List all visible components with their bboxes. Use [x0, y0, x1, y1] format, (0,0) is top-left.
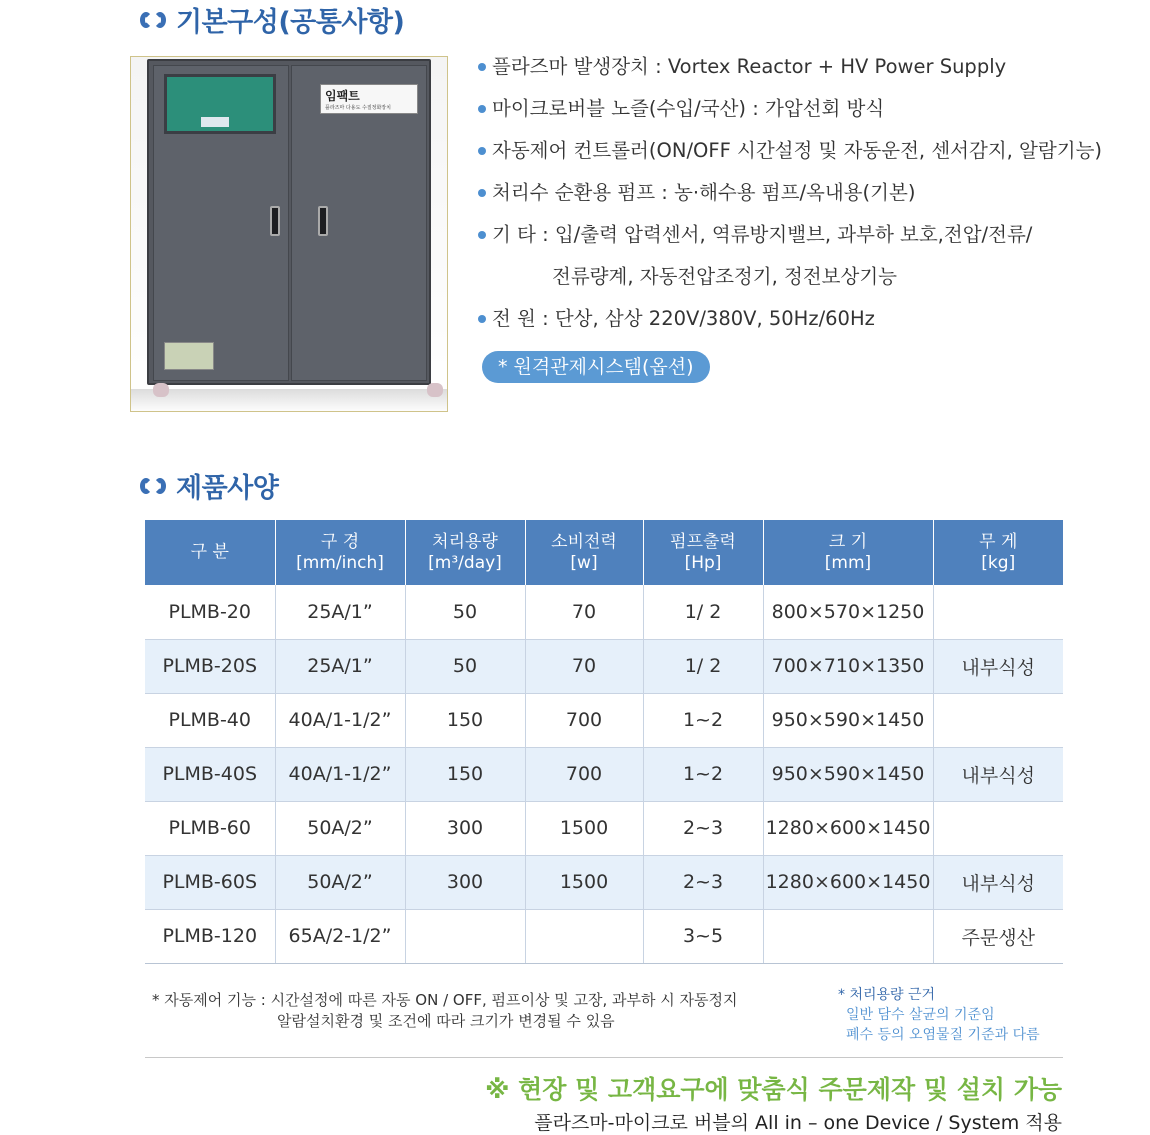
cell-power: 70	[525, 585, 643, 639]
cell-capacity: 300	[405, 801, 525, 855]
cell-pump: 2~3	[643, 801, 763, 855]
cell-weight	[933, 693, 1063, 747]
spec-item-continued: 전류량계, 자동전압조정기, 정전보상기능	[552, 265, 898, 288]
cell-pump: 1/ 2	[643, 639, 763, 693]
caster-icon	[427, 383, 443, 397]
footnote-capacity-basis	[838, 985, 1040, 1045]
cell-bore: 65A/2-1/2”	[275, 909, 405, 963]
cell-bore: 50A/2”	[275, 855, 405, 909]
cell-model: PLMB-60	[145, 801, 275, 855]
table-row	[145, 585, 1063, 639]
cabinet-left-door	[153, 65, 289, 381]
cell-model: PLMB-20S	[145, 639, 275, 693]
cell-size: 1280×600×1450	[763, 801, 933, 855]
cell-pump: 3~5	[643, 909, 763, 963]
header-power: 소비전력 [w]	[525, 520, 643, 585]
cabinet-window	[164, 74, 276, 134]
caster-icon	[153, 383, 169, 397]
product-photo	[130, 56, 448, 412]
cell-size: 950×590×1450	[763, 747, 933, 801]
footnote-line: 일반 담수 살균의 기준임	[846, 1007, 995, 1023]
cell-pump: 1~2	[643, 747, 763, 801]
table-row	[145, 909, 1063, 963]
cell-weight	[933, 585, 1063, 639]
table-row	[145, 693, 1063, 747]
footnote-heading: * 처리용량 근거	[838, 987, 936, 1003]
cell-model: PLMB-60S	[145, 855, 275, 909]
product-tagline: 플라즈마-마이크로 버블의 All in – one Device / System 적용	[534, 1112, 1062, 1134]
cell-pump: 1~2	[643, 693, 763, 747]
section-bullet-icon	[140, 478, 166, 494]
cell-model: PLMB-40S	[145, 747, 275, 801]
cell-size	[763, 909, 933, 963]
spec-item: 기 타 : 입/출력 압력센서, 역류방지밸브, 과부하 보호,전압/전류/	[478, 220, 1098, 262]
footnote-auto-control	[152, 990, 737, 1032]
cell-capacity	[405, 909, 525, 963]
cell-weight: 내부식성	[933, 639, 1063, 693]
table-row	[145, 801, 1063, 855]
cell-pump: 1/ 2	[643, 585, 763, 639]
cell-power: 1500	[525, 855, 643, 909]
cell-bore: 40A/1-1/2”	[275, 693, 405, 747]
cabinet-image	[147, 59, 431, 385]
cell-capacity: 50	[405, 639, 525, 693]
cell-power	[525, 909, 643, 963]
footnote-line: 알람설치환경 및 조건에 따라 크기가 변경될 수 있음	[277, 1012, 615, 1030]
cell-size: 950×590×1450	[763, 693, 933, 747]
cell-size: 1280×600×1450	[763, 855, 933, 909]
brand-name: 임팩트	[325, 89, 360, 103]
cell-capacity: 50	[405, 585, 525, 639]
table-header-row	[145, 520, 1063, 585]
custom-order-slogan: ※ 현장 및 고객요구에 맞춤식 주문제작 및 설치 가능	[485, 1075, 1062, 1104]
basic-spec-list	[478, 52, 1103, 346]
footnote-line: * 자동제어 기능 : 시간설정에 따른 자동 ON / OFF, 펌프이상 및 고장, 과부하 시 자동정지	[152, 991, 738, 1009]
option-badge: * 원격관제시스템(옵션)	[482, 351, 710, 383]
cell-bore: 25A/1”	[275, 585, 405, 639]
header-pump: 펌프출력 [Hp]	[643, 520, 763, 585]
header-weight: 무 게 [kg]	[933, 520, 1063, 585]
spec-item: 플라즈마 발생장치 : Vortex Reactor + HV Power Supply	[478, 52, 1098, 94]
spec-item: 전 원 : 단상, 삼상 220V/380V, 50Hz/60Hz	[478, 304, 1098, 346]
section-bullet-icon	[140, 12, 166, 28]
spec-item: 자동제어 컨트롤러(ON/OFF 시간설정 및 자동운전, 센서감지, 알람기능)	[478, 136, 1098, 178]
table-row	[145, 747, 1063, 801]
cell-weight: 내부식성	[933, 747, 1063, 801]
door-handle-icon	[318, 206, 328, 236]
cell-weight: 주문생산	[933, 909, 1063, 963]
brand-subtitle: 플라즈마 다용도 수질정화장치	[325, 105, 391, 111]
section-title-label: 제품사양	[176, 473, 279, 504]
footnote-line: 폐수 등의 오염물질 기준과 다름	[846, 1027, 1040, 1043]
header-capacity: 처리용량 [m³/day]	[405, 520, 525, 585]
cell-bore: 25A/1”	[275, 639, 405, 693]
cell-power: 70	[525, 639, 643, 693]
cell-model: PLMB-120	[145, 909, 275, 963]
cell-capacity: 300	[405, 855, 525, 909]
cell-capacity: 150	[405, 693, 525, 747]
cell-bore: 40A/1-1/2”	[275, 747, 405, 801]
cell-power: 700	[525, 747, 643, 801]
door-handle-icon	[270, 206, 280, 236]
header-model: 구 분	[145, 520, 275, 585]
cell-bore: 50A/2”	[275, 801, 405, 855]
spec-item: 처리수 순환용 펌프 : 농·해수용 펌프/옥내용(기본)	[478, 178, 1098, 220]
cell-weight: 내부식성	[933, 855, 1063, 909]
brand-nameplate	[320, 84, 418, 114]
cell-model: PLMB-40	[145, 693, 275, 747]
cell-model: PLMB-20	[145, 585, 275, 639]
cell-capacity: 150	[405, 747, 525, 801]
header-size: 크 기 [mm]	[763, 520, 933, 585]
spec-item: 마이크로버블 노즐(수입/국산) : 가압선회 방식	[478, 94, 1098, 136]
section-title-basic	[140, 0, 404, 39]
cabinet-right-door	[291, 65, 427, 381]
cell-weight	[933, 801, 1063, 855]
header-bore: 구 경 [mm/inch]	[275, 520, 405, 585]
section-title-specs	[140, 466, 278, 505]
divider	[145, 1057, 1063, 1058]
rating-plate	[164, 342, 214, 370]
table-row	[145, 855, 1063, 909]
cell-pump: 2~3	[643, 855, 763, 909]
cell-size: 700×710×1350	[763, 639, 933, 693]
table-row	[145, 639, 1063, 693]
cell-power: 1500	[525, 801, 643, 855]
cell-power: 700	[525, 693, 643, 747]
section-title-label: 기본구성(공통사항)	[176, 7, 405, 38]
cell-size: 800×570×1250	[763, 585, 933, 639]
product-spec-table	[145, 520, 1063, 964]
